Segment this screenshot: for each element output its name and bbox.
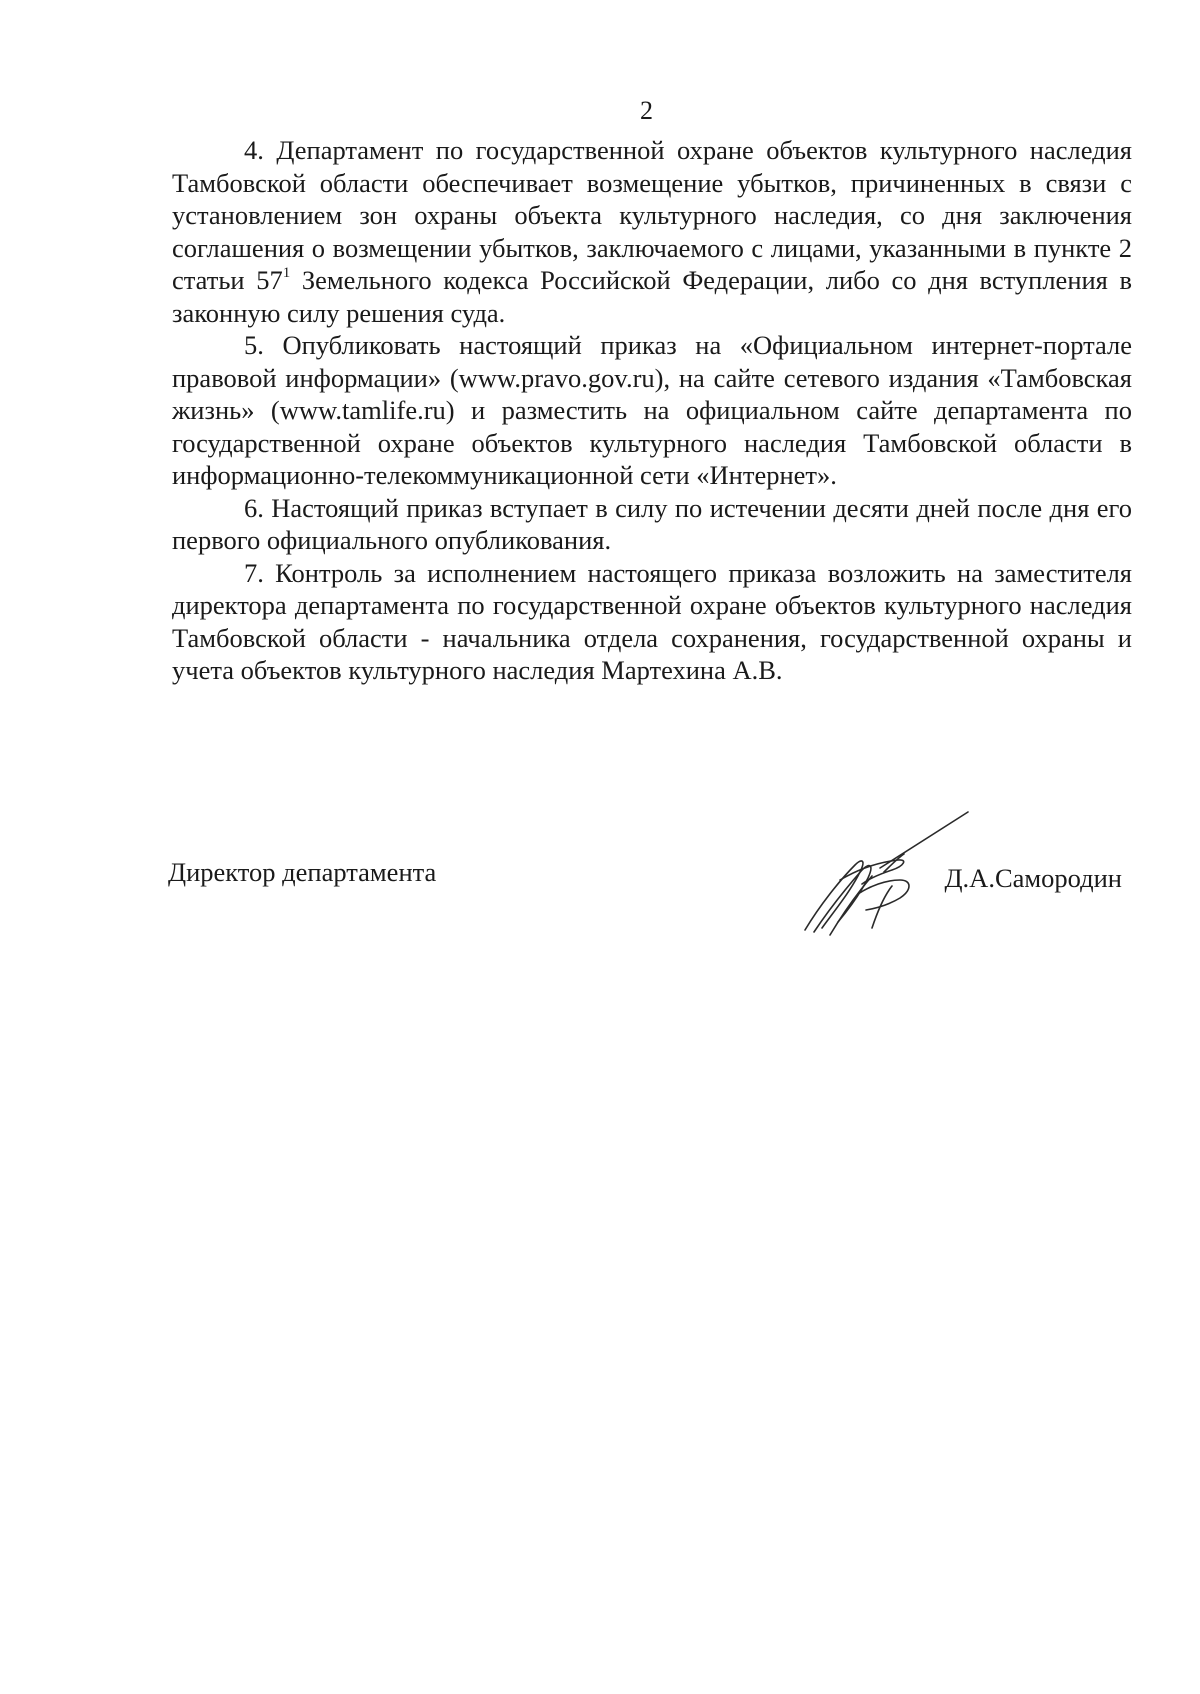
paragraph-4-text-end: Земельного кодекса Российской Федерации, либо со дня вступления в законную силу решения суда. (172, 265, 1132, 328)
article-superscript: 1 (282, 265, 291, 281)
paragraph-7: 7. Контроль за исполнением настоящего приказа возложить на заместителя директора департамента по государственной охране объектов культурного наследия Тамбовской области - начальника отдела сохранения, государственной охраны и учета объектов культурного наследия Мартехина А.В. (172, 557, 1132, 685)
paragraph-5: 5. Опубликовать настоящий приказ на «Официальном интернет-портале правовой информации» (www.pravo.gov.ru), на сайте сетевого издания «Тамбовская жизнь» (www.tamlife.ru) и разместить на официальном сайте департамента по государственной охране объектов культурного наследия Тамбовской области в информационно-телекоммуникационной сети «Интернет». (172, 330, 1132, 490)
signatory-name: Д.А.Самородин (944, 863, 1122, 893)
page-number: 2 (640, 96, 653, 125)
paragraph-4-text: 4. Департамент по государственной охране объектов культурного наследия Тамбовской области обеспечивает возмещение убытков, причиненных в связи с установлением зон охраны объекта культурного наследия, со дня заключения соглашения о возмещении убытков, заключаемого с лицами, указанными в пункте 2 статьи 57 (172, 135, 1132, 295)
signatory-title: Директор департамента (168, 857, 437, 887)
paragraph-6: 6. Настоящий приказ вступает в силу по истечении десяти дней после дня его первого официального опубликования. (172, 492, 1132, 555)
paragraph-4 (172, 134, 1132, 329)
document-body (172, 134, 1132, 687)
